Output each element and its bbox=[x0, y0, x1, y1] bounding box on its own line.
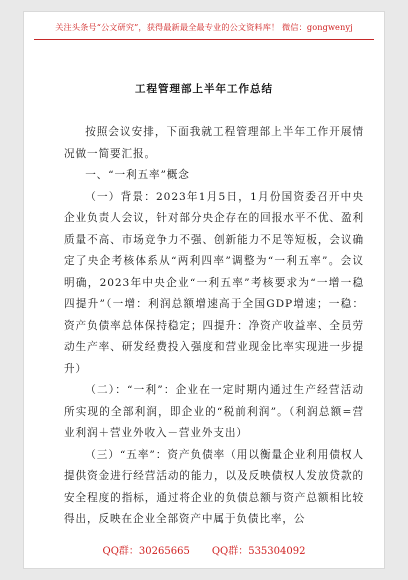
body-paragraph: （三）“五率”：资产负债率（用以衡量企业利用债权人提供资金进行经营活动的能力，以及反映债权人发放贷款的安全程度的指标，通过将企业的负债总额与资产总额相比较得出，反映在企业全部资产中属于负债比率，公 bbox=[64, 448, 364, 525]
document-body bbox=[64, 122, 364, 531]
header-divider bbox=[34, 39, 374, 40]
body-paragraph: （二）：“一利”：企业在一定时期内通过生产经营活动所实现的全部利润，即企业的“税前利润”。（利润总额=营业利润＋营业外收入－营业外支出） bbox=[64, 384, 364, 439]
footer-qq-group-1: QQ群：30265665 bbox=[102, 546, 190, 557]
section-heading: 一、“一利五率”概念 bbox=[85, 169, 190, 181]
footer-qq-group-2: QQ群：535304092 bbox=[211, 546, 306, 557]
footer bbox=[24, 542, 384, 557]
document-page bbox=[24, 12, 384, 568]
header-notice: 关注头条号“公文研究”，获得最新最全最专业的公文资料库！ 微信：gongwenyj bbox=[55, 22, 353, 32]
document-title: 工程管理部上半年工作总结 bbox=[135, 83, 273, 95]
body-paragraph: 按照会议安排，下面我就工程管理部上半年工作开展情况做一简要汇报。 bbox=[64, 126, 364, 160]
body-paragraph: （一）背景：2023年1月5日，1月份国资委召开中央企业负责人会议，针对部分央企存在的回报水平不优、盈利质量不高、市场竞争力不强、创新能力不足等短板，会议确定了央企考核体系从“两利四率”调整为“一利五率”。会议明确，2023年中央企业“一利五率”考核要求为“一增一稳四提升”（一增：利润总额增速高于全国GDP增速；一稳：资产负债率总体保持稳定；四提升：净资产收益率、全员劳动生产率、研发经费投入强度和营业现金比率实现进一步提升） bbox=[64, 190, 364, 375]
